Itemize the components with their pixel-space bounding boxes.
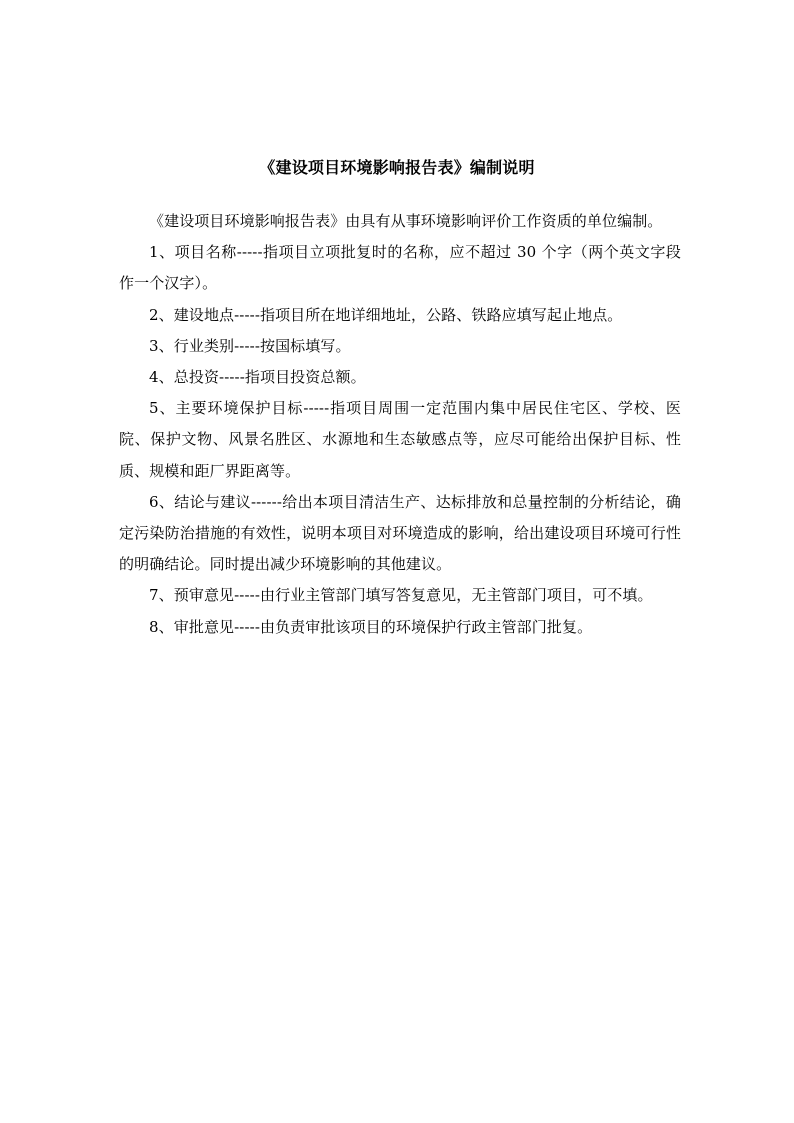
paragraph-item-4: 4、总投资-----指项目投资总额。 [149, 368, 366, 387]
paragraph-item-1: 1、项目名称-----指项目立项批复时的名称，应不超过 30 个字（两个英文字段作一个汉字）。 [119, 243, 681, 293]
paragraph-item-2: 2、建设地点-----指项目所在地详细地址，公路、铁路应填写起止地点。 [149, 305, 623, 324]
document-title: 《建设项目环境影响报告表》编制说明 [259, 158, 535, 177]
paragraph-item-6: 6、结论与建议------给出本项目清洁生产、达标排放和总量控制的分析结论，确定污染防治措施的有效性，说明本项目对环境造成的影响，给出建设项目环境可行性的明确结论。同时提出减少环境影响的其他建议。 [119, 492, 681, 574]
paragraph-item-5: 5、主要环境保护目标-----指项目周围一定范围内集中居民住宅区、学校、医院、保护文物、风景名胜区、水源地和生态敏感点等，应尽可能给出保护目标、性质、规模和距厂界距离等。 [119, 399, 681, 480]
document-body [119, 206, 681, 643]
paragraph-intro: 《建设项目环境影响报告表》由具有从事环境影响评价工作资质的单位编制。 [149, 212, 663, 230]
paragraph-item-8: 8、审批意见-----由负责审批该项目的环境保护行政主管部门批复。 [149, 617, 593, 636]
paragraph-item-3: 3、行业类别-----按国标填写。 [149, 336, 351, 355]
paragraph-item-7: 7、预审意见-----由行业主管部门填写答复意见，无主管部门项目，可不填。 [149, 586, 653, 605]
